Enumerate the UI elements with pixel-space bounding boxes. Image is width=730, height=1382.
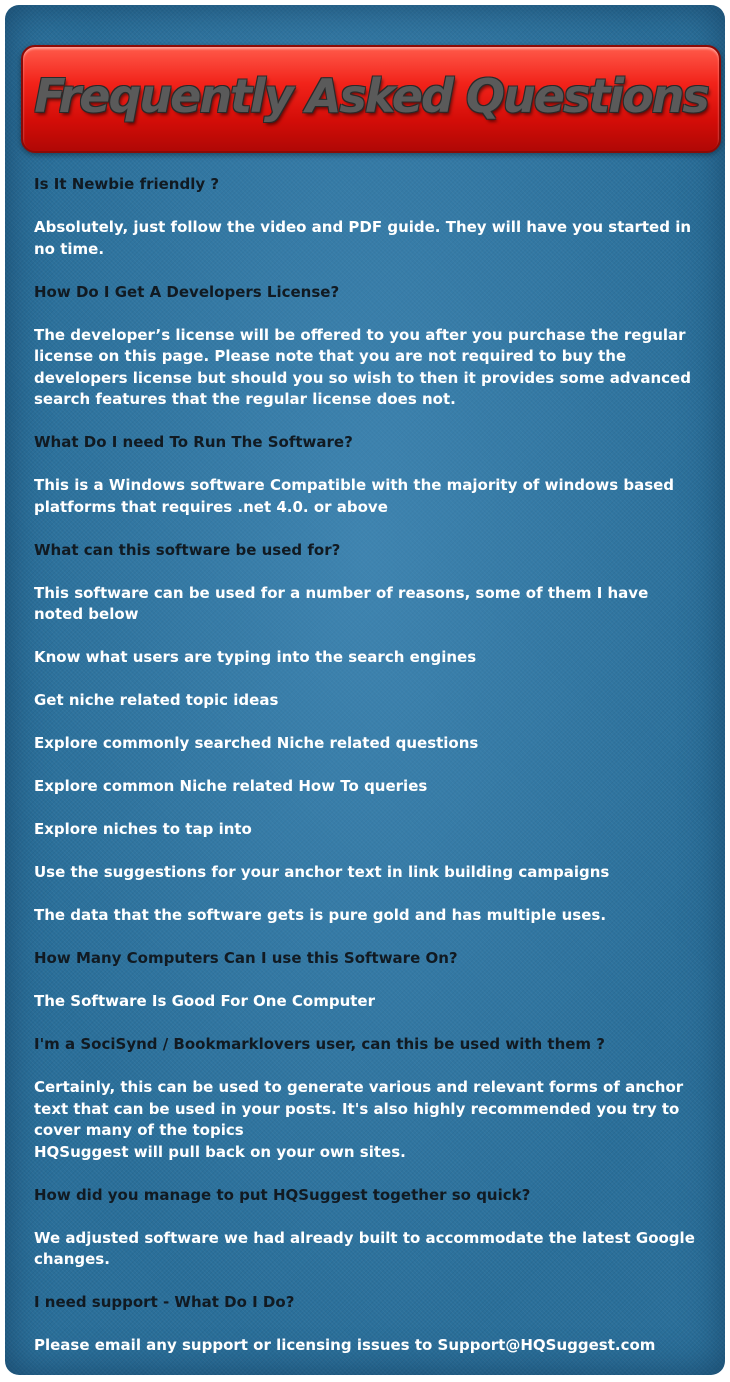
faq-answer-line: Get niche related topic ideas bbox=[34, 691, 279, 709]
faq-answer-line: HQSuggest will pull back on your own sites. bbox=[34, 1142, 406, 1161]
faq-question: I need support - What Do I Do? bbox=[34, 1293, 295, 1311]
faq-answer-line: The data that the software gets is pure gold and has multiple uses. bbox=[34, 906, 607, 924]
faq-answer bbox=[34, 905, 702, 927]
faq-answer bbox=[34, 475, 702, 518]
faq-answer-line: Explore common Niche related How To queries bbox=[34, 777, 428, 795]
faq-answer-line: The developer’s license will be offered to you after you purchase the regular license on this page. Please note that you are not required to buy the developers license but should you so wish to then it provides some advanced search features that the regular license does not. bbox=[34, 325, 691, 408]
faq-question: What can this software be used for? bbox=[34, 540, 341, 559]
faq-question: How did you manage to put HQSuggest together so quick? bbox=[34, 1185, 531, 1204]
faq-answer-line: The Software Is Good For One Computer bbox=[34, 992, 375, 1010]
faq-answer bbox=[34, 690, 702, 712]
faq-answer-line: Absolutely, just follow the video and PDF guide. They will have you started in no time. bbox=[34, 218, 692, 258]
faq-list bbox=[34, 174, 702, 1378]
faq-answer-line: Know what users are typing into the search engines bbox=[34, 648, 477, 666]
faq-answer bbox=[34, 862, 702, 884]
faq-answer bbox=[34, 647, 702, 669]
faq-answer-line: Certainly, this can be used to generate various and relevant forms of anchor text that can be used in your posts. It's also highly recommended you try to cover many of the topics bbox=[34, 1078, 684, 1139]
faq-question: Is It Newbie friendly ? bbox=[34, 175, 220, 193]
faq-answer bbox=[34, 583, 702, 626]
faq-answer bbox=[34, 733, 702, 755]
faq-answer bbox=[34, 776, 702, 798]
faq-question: I'm a SociSynd / Bookmarklovers user, can this be used with them ? bbox=[34, 1035, 605, 1053]
faq-banner bbox=[21, 45, 721, 153]
faq-question: How Do I Get A Developers License? bbox=[34, 282, 340, 301]
faq-answer bbox=[34, 1228, 702, 1271]
faq-question: How Many Computers Can I use this Software On? bbox=[34, 949, 458, 967]
faq-answer bbox=[34, 217, 702, 260]
faq-answer-line: Explore commonly searched Niche related questions bbox=[34, 734, 479, 752]
faq-answer bbox=[34, 991, 702, 1013]
faq-answer bbox=[34, 1335, 702, 1357]
faq-answer-line: Use the suggestions for your anchor text in link building campaigns bbox=[34, 863, 610, 881]
banner-title: Frequently Asked Questions bbox=[34, 69, 708, 123]
faq-answer-line: Explore niches to tap into bbox=[34, 820, 252, 838]
faq-answer-line: This software can be used for a number of reasons, some of them I have noted below bbox=[34, 583, 649, 623]
faq-question: What Do I need To Run The Software? bbox=[34, 433, 353, 451]
faq-answer bbox=[34, 1077, 702, 1163]
faq-answer-line: Please email any support or licensing issues to Support@HQSuggest.com bbox=[34, 1336, 656, 1354]
faq-answer-line: This is a Windows software Compatible with the majority of windows based platforms that requires .net 4.0. or above bbox=[34, 476, 675, 516]
faq-answer bbox=[34, 325, 702, 411]
faq-answer bbox=[34, 819, 702, 841]
faq-answer-line: We adjusted software we had already built to accommodate the latest Google changes. bbox=[34, 1228, 695, 1268]
